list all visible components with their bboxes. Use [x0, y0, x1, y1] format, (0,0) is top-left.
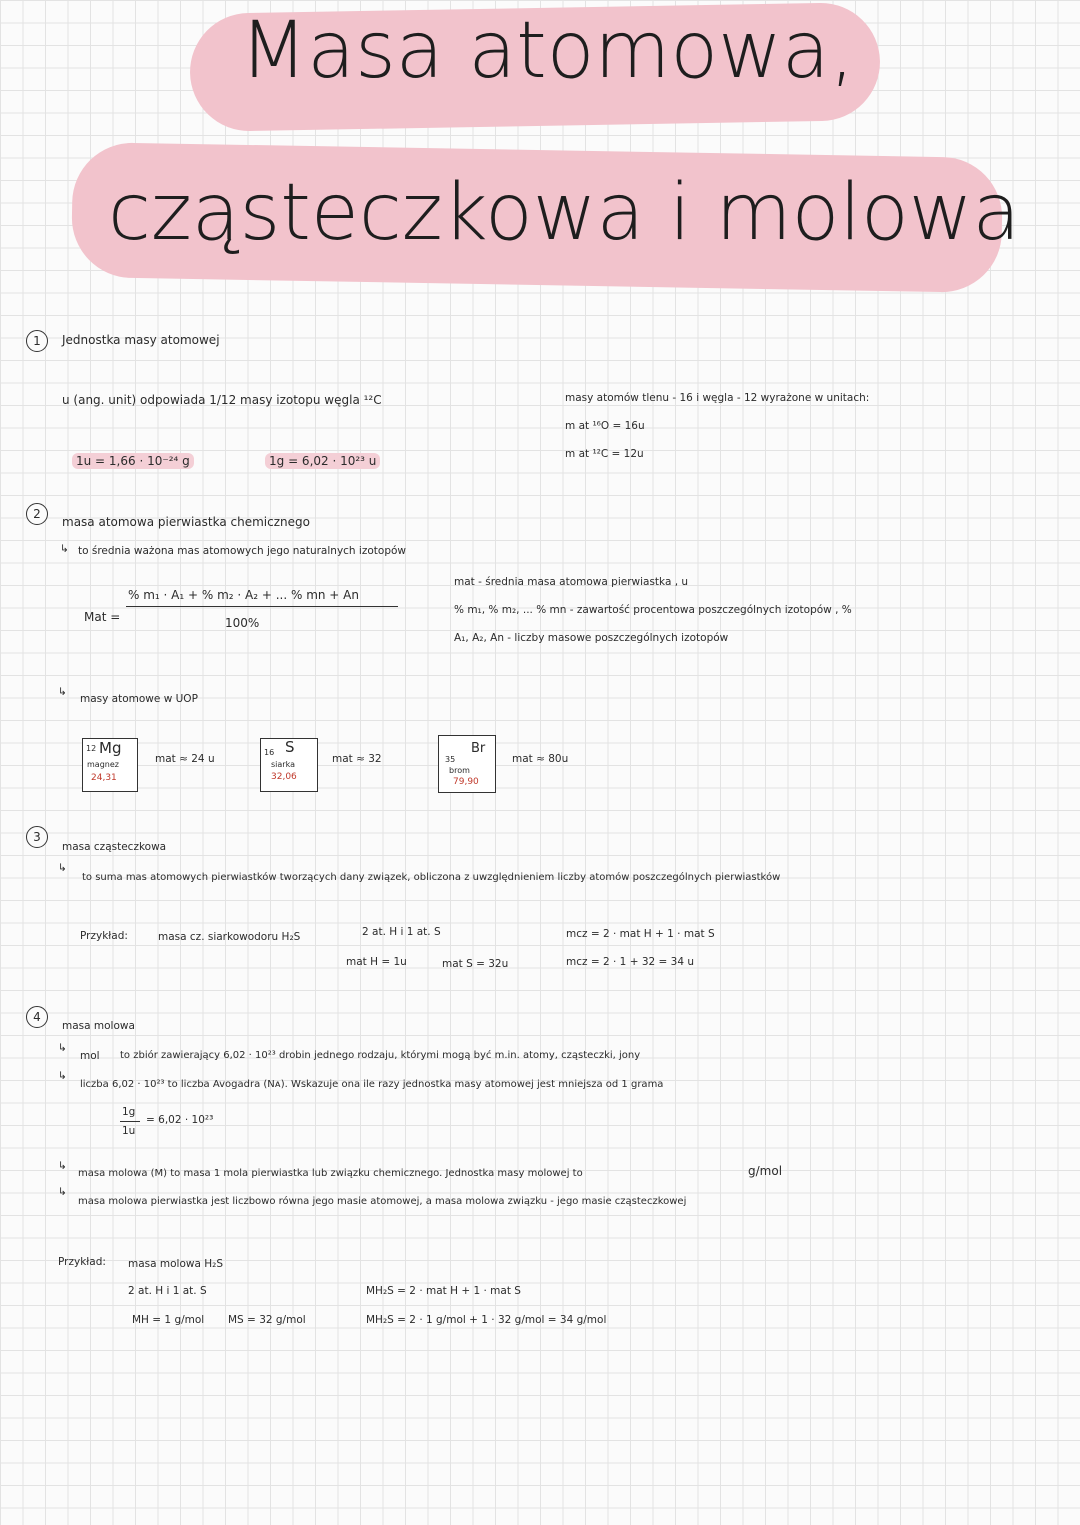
section3-calc2: mcz = 2 · 1 + 32 = 34 u	[566, 956, 695, 968]
element-approx-s: mat ≈ 32	[332, 753, 382, 765]
element-box-s	[260, 738, 318, 792]
page-title-line1: Masa atomowa,	[240, 6, 855, 96]
arrow-icon: ↳	[60, 543, 69, 555]
section-number-2: 2	[26, 503, 48, 525]
element-z: 12	[86, 744, 97, 753]
legend-line3: A₁, A₂, An - liczby masowe poszczególnych izotopów	[454, 632, 729, 644]
section4-arrow1: to zbiór zawierający 6,02 · 10²³ drobin jednego rodzaju, którymi mogą być m.in. atomy, cząsteczki, jony	[120, 1050, 641, 1061]
section4-mass-h: MH = 1 g/mol	[132, 1314, 205, 1326]
section4-example-label: Przykład:	[58, 1256, 106, 1268]
section4-arrow1-label: mol	[80, 1050, 100, 1062]
ratio-denominator: 1u	[122, 1125, 136, 1137]
legend-line2: % m₁, % m₂, ... % mn - zawartość procentowa poszczególnych izotopów , %	[454, 604, 852, 616]
section1-heading: Jednostka masy atomowej	[62, 333, 220, 347]
formula-fraction-line	[126, 606, 398, 607]
section1-eq2: 1g = 6,02 · 10²³ u	[265, 453, 380, 469]
section3-heading: masa cząsteczkowa	[62, 841, 167, 853]
formula-denominator: 100%	[225, 616, 260, 630]
element-symbol: Br	[471, 741, 486, 756]
section4-arrow3-unit: g/mol	[748, 1164, 783, 1178]
section2-arrow2: masy atomowe w UOP	[80, 693, 198, 705]
section3-mass-h: mat H = 1u	[346, 956, 407, 968]
section1-side-note: masy atomów tlenu - 16 i węgla - 12 wyrażone w unitach:	[565, 392, 870, 404]
section2-heading: masa atomowa pierwiastka chemicznego	[62, 515, 310, 529]
section3-atoms: 2 at. H i 1 at. S	[362, 926, 441, 938]
ratio-numerator: 1g	[122, 1106, 136, 1118]
element-approx-br: mat ≈ 80u	[512, 753, 569, 765]
element-z: 35	[445, 755, 456, 764]
element-approx-mg: mat ≈ 24 u	[155, 753, 215, 765]
section4-heading: masa molowa	[62, 1020, 135, 1032]
arrow-icon: ↳	[58, 1070, 67, 1082]
element-mass: 79,90	[453, 777, 479, 787]
section4-calc1: MH₂S = 2 · mat H + 1 · mat S	[366, 1285, 521, 1297]
section4-mass-s: MS = 32 g/mol	[228, 1314, 306, 1326]
section4-arrow3: masa molowa (M) to masa 1 mola pierwiastka lub związku chemicznego. Jednostka masy molowej to	[78, 1168, 583, 1179]
element-name: brom	[449, 766, 470, 775]
section1-side-eq1: m at ¹⁶O = 16u	[565, 420, 645, 432]
section-number-3: 3	[26, 826, 48, 848]
section4-arrow4: masa molowa pierwiastka jest liczbowo równa jego masie atomowej, a masa molowa związku - jego masie cząsteczkowej	[78, 1196, 687, 1207]
section3-mass-s: mat S = 32u	[442, 958, 509, 970]
formula-lhs: Mat =	[84, 610, 121, 624]
section1-definition: u (ang. unit) odpowiada 1/12 masy izotopu węgla ¹²C	[62, 393, 382, 407]
formula-numerator: % m₁ · A₁ + % m₂ · A₂ + ... % mn + An	[128, 588, 359, 602]
section2-arrow1: to średnia ważona mas atomowych jego naturalnych izotopów	[78, 545, 406, 557]
section1-side-eq2: m at ¹²C = 12u	[565, 448, 644, 460]
section3-arrow1: to suma mas atomowych pierwiastków tworzących dany związek, obliczona z uwzględnieniem liczby atomów poszczególnych pierwiastków	[82, 872, 781, 883]
element-box-mg	[82, 738, 138, 792]
arrow-icon: ↳	[58, 1186, 67, 1198]
page-title-line2: cząsteczkowa i molowa	[108, 168, 1021, 258]
section4-atoms: 2 at. H i 1 at. S	[128, 1285, 207, 1297]
section1-eq1: 1u = 1,66 · 10⁻²⁴ g	[72, 453, 194, 469]
arrow-icon: ↳	[58, 862, 67, 874]
arrow-icon: ↳	[58, 1042, 67, 1054]
section3-example-text: masa cz. siarkowodoru H₂S	[158, 931, 301, 943]
element-mass: 24,31	[91, 773, 117, 783]
arrow-icon: ↳	[58, 686, 67, 698]
element-name: magnez	[87, 760, 119, 769]
section4-example-text: masa molowa H₂S	[128, 1258, 224, 1270]
legend-line1: mat - średnia masa atomowa pierwiastka , u	[454, 576, 689, 588]
element-box-br	[438, 735, 496, 793]
element-symbol: Mg	[99, 739, 122, 757]
element-mass: 32,06	[271, 772, 297, 782]
section-number-4: 4	[26, 1006, 48, 1028]
element-symbol: S	[285, 738, 295, 756]
section-number-1: 1	[26, 330, 48, 352]
section3-example-label: Przykład:	[80, 930, 128, 942]
arrow-icon: ↳	[58, 1160, 67, 1172]
section4-calc2: MH₂S = 2 · 1 g/mol + 1 · 32 g/mol = 34 g/mol	[366, 1314, 607, 1326]
section3-calc1: mcz = 2 · mat H + 1 · mat S	[566, 928, 715, 940]
ratio-fraction-line	[120, 1121, 140, 1122]
element-name: siarka	[271, 760, 295, 769]
ratio-value: = 6,02 · 10²³	[146, 1114, 214, 1126]
section4-arrow2: liczba 6,02 · 10²³ to liczba Avogadra (Nᴀ). Wskazuje ona ile razy jednostka masy atomowej jest mniejsza od 1 grama	[80, 1079, 664, 1090]
element-z: 16	[264, 748, 275, 757]
